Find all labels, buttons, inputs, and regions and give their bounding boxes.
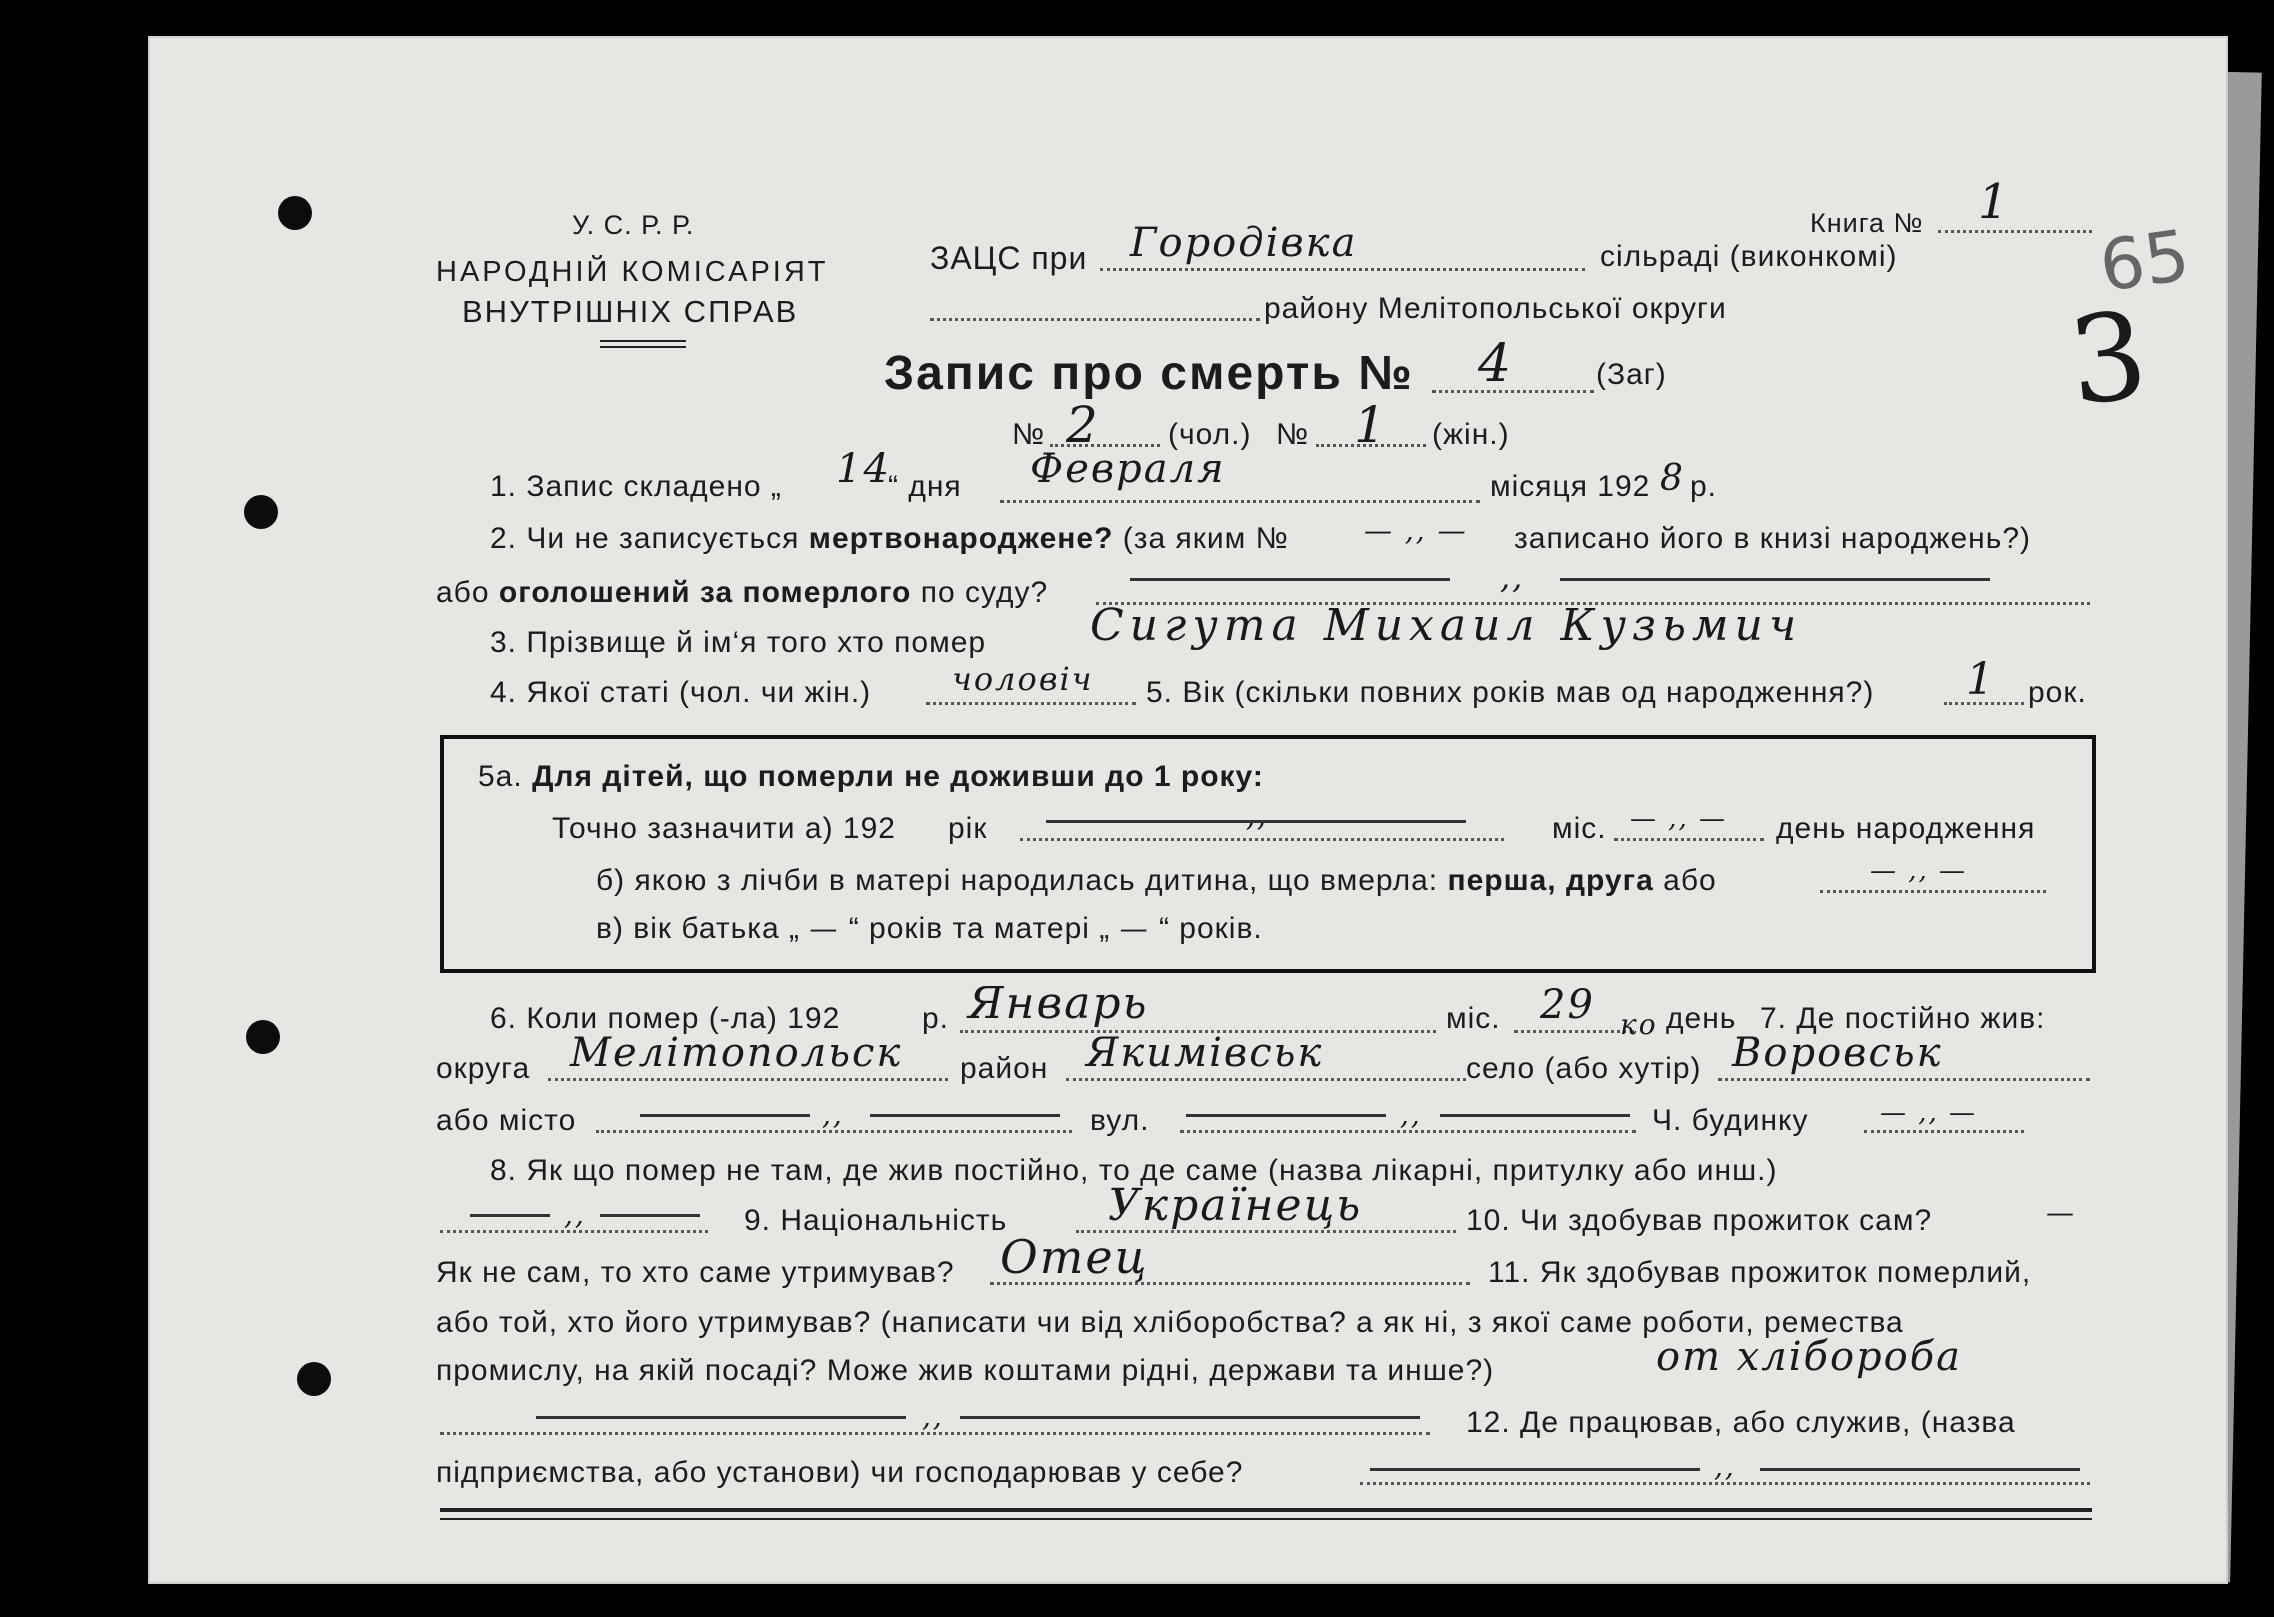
item1-month: Февраля — [1030, 446, 1226, 492]
item12-dash — [1370, 1468, 1700, 1471]
item7-label: 7. Де постійно жив: — [1760, 1002, 2046, 1035]
female-no-value: 1 — [1354, 396, 1388, 454]
vul-label: вул. — [1090, 1104, 1150, 1137]
item8-label: 8. Як що помер не там, де жив постійно, то де саме (назва лікарні, притулку або инш.) — [490, 1154, 1778, 1187]
item5-label: 5. Вік (скільки повних років мав од народження?) — [1146, 676, 1875, 709]
selo-value: Воровськ — [1732, 1030, 1943, 1076]
box5a-l2a: б) якою з лічби в матері народилась дитина, що вмерла: — [596, 864, 1439, 897]
item9-label: 9. Національність — [744, 1204, 1008, 1237]
zags-dotline — [1100, 268, 1585, 271]
item2-line2-a: або — [436, 576, 490, 609]
okruga-label: округа — [436, 1052, 531, 1085]
item6-label: 6. Коли помер (-ла) 192 — [490, 1002, 841, 1035]
zags-value: Городівка — [1130, 220, 1358, 266]
box5a-l1-dotline2 — [1614, 838, 1764, 841]
district-dotline — [930, 318, 1260, 321]
box5a-l1-dotline1 — [1020, 838, 1504, 841]
item6-day-dotline — [1514, 1030, 1634, 1033]
item11-label: 11. Як здобував прожиток померлий, — [1488, 1256, 2032, 1289]
box5a-bold: Для дітей, що померли не доживши до 1 року: — [532, 760, 1264, 793]
council-label: сільраді (виконкомі) — [1600, 240, 1898, 273]
item11-line2: або той, хто його утримував? (написати чи від хліборобства? а як ні, з якої саме роботи, ремества — [436, 1306, 1904, 1339]
male-no-label: № — [1012, 418, 1046, 451]
female-no-dotline — [1316, 444, 1426, 447]
item2-line2-b: оголошений за померлого — [498, 576, 912, 609]
item6-month: Январь — [968, 978, 1149, 1029]
item11-dash — [960, 1416, 1420, 1419]
record-number: 4 — [1478, 334, 1514, 394]
male-label: (чол.) — [1168, 418, 1252, 451]
box5a-l1a: Точно зазначити а) 192 — [552, 812, 896, 845]
box5a-l2-v: — ,, — — [1870, 856, 1968, 886]
vul-value: ,, — [1400, 1098, 1422, 1131]
box5a-l2b: перша, друга — [1447, 864, 1654, 897]
item4-dotline — [926, 702, 1136, 705]
raion-label: район — [960, 1052, 1049, 1085]
okruga-value: Мелітопольск — [570, 1030, 903, 1076]
item8-dash — [600, 1214, 700, 1217]
punch-hole — [297, 1362, 331, 1396]
selo-label: село (або хутір) — [1466, 1052, 1702, 1085]
margin-mark: 3 — [2062, 286, 2156, 433]
item1-day-close: “ дня — [888, 470, 962, 503]
item8-value: ,, — [564, 1198, 586, 1231]
item12-line2: підприємства, або установи) чи господарював у себе? — [436, 1456, 1244, 1489]
zags-label: ЗАЦС при — [930, 240, 1088, 276]
misto-value: ,, — [822, 1098, 844, 1131]
box5a-l3-v1: — — [809, 912, 840, 945]
item2-label — [490, 522, 1289, 556]
item5-suffix: рок. — [2028, 676, 2087, 709]
box5a-l2c: або — [1663, 864, 1717, 897]
bottom-rule — [440, 1508, 2092, 1512]
bottom-rule — [440, 1518, 2092, 1520]
okruga-dotline — [548, 1078, 948, 1081]
item4-label: 4. Якої статі (чол. чи жін.) — [490, 676, 872, 709]
box5a-l2-dotline — [1820, 890, 2046, 893]
box5a-l1b: рік — [948, 812, 988, 845]
record-title: Запис про смерть № — [884, 347, 1414, 400]
margin-number: 65 — [2094, 214, 2195, 308]
item11-line3: промислу, на якій посаді? Може жив коштами рідні, держави та инше?) — [436, 1354, 1495, 1387]
female-no-label: № — [1276, 418, 1310, 451]
female-label: (жін.) — [1432, 418, 1510, 451]
item1-month-dotline — [1000, 500, 1480, 503]
misto-dash — [640, 1114, 810, 1117]
ussr-label: У. С. Р. Р. — [572, 210, 695, 240]
commissariat-line2: ВНУТРІШНІХ СПРАВ — [462, 294, 799, 329]
item11-line4-value: ,, — [922, 1400, 944, 1433]
item2-dash — [1130, 578, 1450, 581]
raion-dotline — [1066, 1078, 1466, 1081]
item4-value: чоловіч — [952, 660, 1094, 698]
record-suffix: (Заг) — [1596, 358, 1667, 391]
item2-line2 — [436, 576, 1048, 610]
item3-label: 3. Прізвище й ім‘я того хто помер — [490, 626, 987, 659]
punch-hole — [244, 495, 278, 529]
item2-line2-c: по суду? — [920, 576, 1049, 609]
item8-dash — [470, 1214, 550, 1217]
budynok-value: — ,, — — [1880, 1098, 1978, 1128]
item12-label: 12. Де працював, або служив, (назва — [1466, 1406, 2016, 1439]
book-value: 1 — [1978, 174, 2011, 230]
budynok-dotline — [1864, 1130, 2024, 1133]
punch-hole — [278, 196, 312, 230]
item1-day: 14 — [836, 446, 891, 492]
misto-label: або місто — [436, 1104, 577, 1137]
budynok-label: Ч. будинку — [1652, 1104, 1809, 1137]
box5a-l3-v2: — — [1119, 912, 1150, 945]
raion-value: Якимівськ — [1086, 1030, 1324, 1076]
item11-value: от хлібороба — [1656, 1334, 1962, 1380]
item2-label-d: записано його в книзі народжень?) — [1514, 522, 2032, 555]
box5a-num: 5а. — [478, 760, 523, 793]
item1-year-label: місяця 192 — [1490, 470, 1651, 503]
item9-value: Українець — [1108, 1180, 1363, 1231]
item12-dash — [1760, 1468, 2080, 1471]
item2-label-a: 2. Чи не записується — [490, 522, 800, 555]
item10-label: 10. Чи здобував прожиток сам? — [1466, 1204, 1933, 1237]
box5a-l3 — [596, 912, 1263, 946]
district-label: району Мелітопольської округи — [1264, 292, 1727, 325]
selo-note: ко — [1620, 1008, 1658, 1041]
selo-dotline — [1718, 1078, 2090, 1081]
misto-dash — [870, 1114, 1060, 1117]
item1-label: 1. Запис складено „ — [490, 470, 782, 503]
box5a-l1-v1: ,, — [1246, 800, 1268, 833]
box5a-heading — [478, 760, 1264, 794]
header-divider — [600, 340, 686, 342]
vul-dash — [1440, 1114, 1630, 1117]
item10b-dotline — [990, 1282, 1470, 1285]
header-divider — [600, 346, 686, 348]
box5a-l1d: день народження — [1776, 812, 2036, 845]
book-label: Книга № — [1810, 208, 1924, 238]
box5a-l3b: “ років та матері „ — [848, 912, 1111, 945]
item3-value: Сигута Михаил Кузьмич — [1090, 600, 1803, 651]
item6-r: р. — [922, 1002, 950, 1035]
item11-dash — [536, 1416, 906, 1419]
item2-dash — [1560, 578, 1990, 581]
item2-label-c: (за яким № — [1122, 522, 1289, 555]
male-no-value: 2 — [1066, 396, 1100, 454]
box5a-l1-v2: — ,, — — [1630, 804, 1728, 834]
item2-label-b: мертвонароджене? — [808, 522, 1114, 555]
punch-hole — [246, 1020, 280, 1054]
box5a-l3c: “ років. — [1158, 912, 1263, 945]
item6-mis: міс. — [1446, 1002, 1501, 1035]
box5a-l2 — [596, 864, 1717, 898]
item1-year-suffix: р. — [1690, 470, 1718, 503]
item2-line2-value: ,, — [1500, 558, 1525, 596]
item10-value: — — [2046, 1196, 2076, 1229]
box5a-l1c: міс. — [1552, 812, 1607, 845]
item10b-value: Отец — [1000, 1230, 1149, 1284]
item6-den: день — [1666, 1002, 1737, 1035]
item6-day: 29 — [1540, 982, 1595, 1028]
item12-value: ,, — [1714, 1450, 1736, 1483]
item2-value: — ,, — — [1364, 514, 1468, 547]
book-dotline — [1938, 230, 2092, 233]
commissariat-line1: НАРОДНІЙ КОМІСАРІЯТ — [436, 256, 829, 288]
box5a-l3a: в) вік батька „ — [596, 912, 801, 945]
item10b-label: Як не сам, то хто саме утримував? — [436, 1256, 955, 1289]
item1-year: 8 — [1660, 458, 1685, 499]
item5-value: 1 — [1966, 654, 1996, 705]
vul-dash — [1186, 1114, 1386, 1117]
